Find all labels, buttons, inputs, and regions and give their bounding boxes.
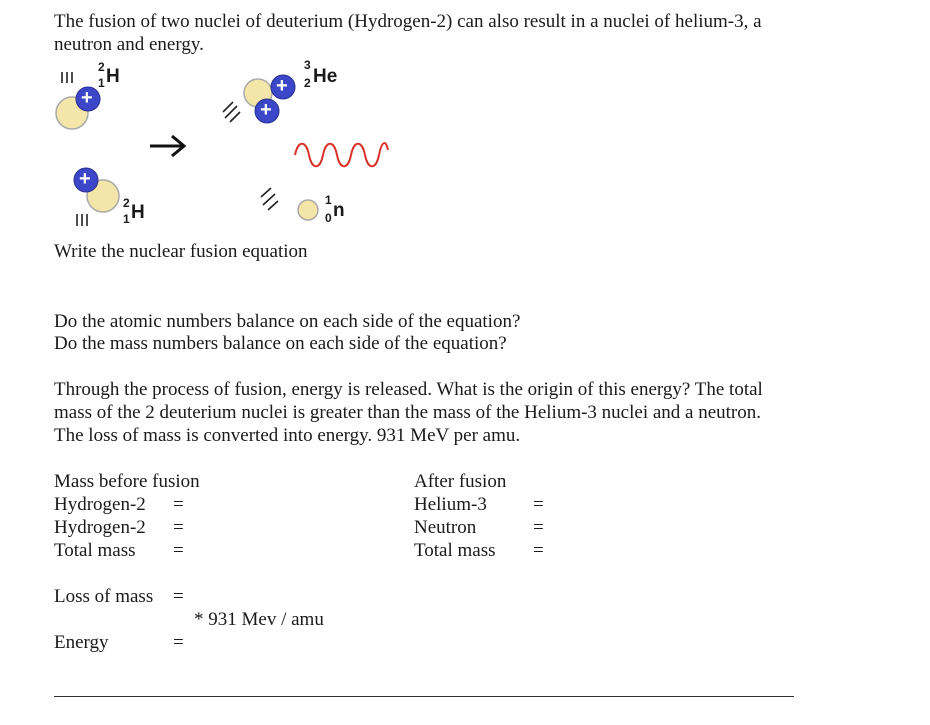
element-symbol: H [131,202,145,223]
motion-marks-helium [223,102,240,122]
plus-sign-helium-2: + [260,99,272,121]
reaction-arrow-icon [150,136,184,156]
free-neutron [298,200,318,220]
explanation-line-2: mass of the 2 deuterium nuclei is greater than the mass of the Helium-3 nuclei and a neutron. [54,402,762,423]
equals-sign: = [173,586,184,607]
equals-sign: = [173,517,184,538]
explanation-line-1: Through the process of fusion, energy is released. What is the origin of this energy? The total [54,379,763,400]
atomic-number: 0 [325,211,332,225]
motion-marks-top-left [62,72,72,83]
after-row-total-mass: Total mass [414,540,496,561]
question-mass-numbers: Do the mass numbers balance on each side of the equation? [54,333,507,354]
question-atomic-numbers: Do the atomic numbers balance on each side of the equation? [54,311,521,332]
atomic-number: 1 [98,76,105,90]
conversion-factor: * 931 Mev / amu [194,609,324,630]
explanation-line-3: The loss of mass is converted into energy. 931 MeV per amu. [54,425,521,446]
element-symbol: He [313,66,338,87]
plus-sign-helium-1: + [276,75,288,97]
atomic-number: 1 [123,212,130,226]
motion-marks-bottom-left [77,214,87,226]
after-row-helium-3: Helium-3 [414,494,487,515]
energy-label: Energy [54,632,109,653]
loss-of-mass-label: Loss of mass [54,586,154,607]
equation-prompt: Write the nuclear fusion equation [54,241,308,262]
before-row-total-mass: Total mass [54,540,136,561]
before-row-hydrogen-2-a: Hydrogen-2 [54,494,146,515]
equals-sign: = [533,517,544,538]
mass-number: 3 [304,58,311,72]
equals-sign: = [173,540,184,561]
before-row-hydrogen-2-b: Hydrogen-2 [54,517,146,538]
intro-line-2: neutron and energy. [54,34,204,55]
equals-sign: = [173,494,184,515]
before-header: Mass before fusion [54,471,200,492]
element-symbol: n [333,200,345,221]
plus-sign-bottom-left: + [79,168,91,190]
element-symbol: H [106,66,120,87]
motion-marks-neutron [261,188,278,210]
after-row-neutron: Neutron [414,517,477,538]
equals-sign: = [173,632,184,653]
mass-number: 2 [123,196,130,210]
energy-wave-icon [295,143,388,166]
mass-number: 1 [325,193,332,207]
equals-sign: = [533,494,544,515]
answer-line[interactable] [54,696,794,697]
equals-sign: = [533,540,544,561]
plus-sign-top-left: + [81,87,93,109]
atomic-number: 2 [304,76,311,90]
mass-number: 2 [98,60,105,74]
intro-line-1: The fusion of two nuclei of deuterium (Hydrogen-2) can also result in a nuclei of helium-3, a [54,11,762,32]
after-header: After fusion [414,471,507,492]
